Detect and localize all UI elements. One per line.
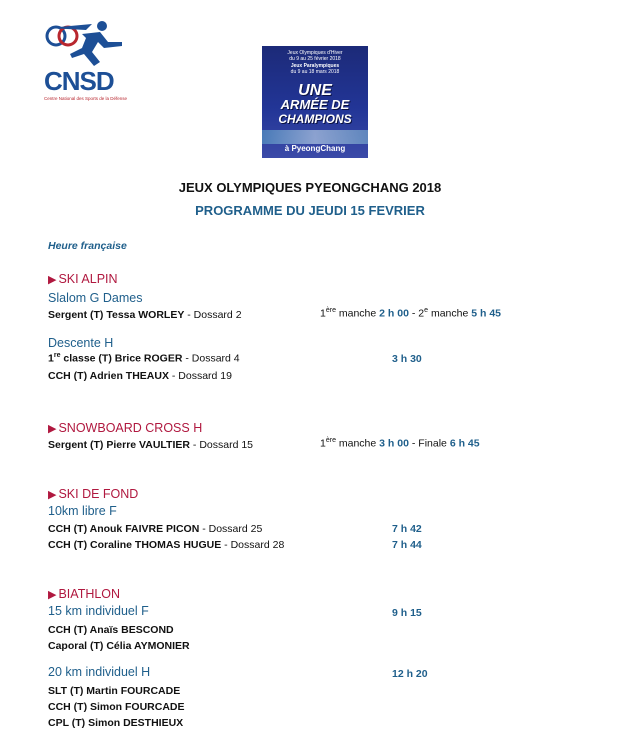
athlete-row: Sergent (T) Tessa WORLEY - Dossard 2 <box>48 309 242 321</box>
event-10km: 10km libre F <box>48 504 117 518</box>
athlete-time: 7 h 42 <box>392 523 422 535</box>
games-poster <box>262 46 368 158</box>
logo-subtitle: Centre National des Sports de la Défense <box>44 96 128 101</box>
athlete-row: CCH (T) Adrien THEAUX - Dossard 19 <box>48 370 232 382</box>
poster-line: du 9 au 25 février 2018 <box>289 56 341 62</box>
slalom-schedule: 1ère manche 2 h 00 - 2e manche 5 h 45 <box>320 307 502 320</box>
section-biathlon: ▶ BIATHLON <box>48 587 121 601</box>
athlete-row: SLT (T) Martin FOURCADE <box>48 685 181 697</box>
play-arrow-icon: ▶ <box>48 589 57 601</box>
section-ski-de-fond: ▶ SKI DE FOND <box>48 487 139 501</box>
event-descente: Descente H <box>48 336 114 350</box>
snowboard-schedule: 1ère manche 3 h 00 - Finale 6 h 45 <box>320 437 480 450</box>
athlete-row: CCH (T) Anouk FAIVRE PICON - Dossard 25 <box>48 523 263 535</box>
event-20km: 20 km individuel H <box>48 665 151 679</box>
poster-big: ARMÉE DE <box>280 97 350 112</box>
page-title: JEUX OLYMPIQUES PYEONGCHANG 2018 <box>178 180 442 195</box>
athlete-row: CCH (T) Simon FOURCADE <box>48 701 185 713</box>
poster-big: UNE <box>298 82 332 99</box>
poster-line: Jeux Olympiques d'Hiver <box>287 50 343 56</box>
play-arrow-icon: ▶ <box>48 423 57 435</box>
athlete-row: 1re classe (T) Brice ROGER - Dossard 4 <box>48 352 240 365</box>
athlete-row: CPL (T) Simon DESTHIEUX <box>48 717 184 729</box>
event-15km: 15 km individuel F <box>48 604 149 618</box>
event-time: 9 h 15 <box>392 607 422 619</box>
poster-city: à PyeongChang <box>284 144 346 153</box>
poster-ice-band <box>262 130 368 144</box>
hour-note: Heure française <box>48 240 127 252</box>
athlete-row: CCH (T) Coraline THOMAS HUGUE - Dossard 28 <box>48 539 285 551</box>
event-slalom: Slalom G Dames <box>48 291 143 305</box>
play-arrow-icon: ▶ <box>48 489 57 501</box>
poster-big: CHAMPIONS <box>278 112 352 126</box>
athlete-row: CCH (T) Anaïs BESCOND <box>48 624 174 636</box>
poster-line: du 9 au 18 mars 2018 <box>290 69 340 75</box>
athlete-time: 7 h 44 <box>392 539 422 551</box>
section-snowboard: ▶ SNOWBOARD CROSS H <box>48 421 203 435</box>
athlete-row: Sergent (T) Pierre VAULTIER - Dossard 15 <box>48 439 254 451</box>
page-subtitle: PROGRAMME DU JEUDI 15 FEVRIER <box>195 203 425 218</box>
play-arrow-icon: ▶ <box>48 274 57 286</box>
athlete-row: Caporal (T) Célia AYMONIER <box>48 640 190 652</box>
logo-name: CNSD <box>44 66 114 96</box>
section-ski-alpin: ▶ SKI ALPIN <box>48 272 118 286</box>
event-time: 12 h 20 <box>392 668 428 680</box>
descente-time: 3 h 30 <box>392 353 422 365</box>
poster-line: Jeux Paralympiques <box>290 63 340 69</box>
